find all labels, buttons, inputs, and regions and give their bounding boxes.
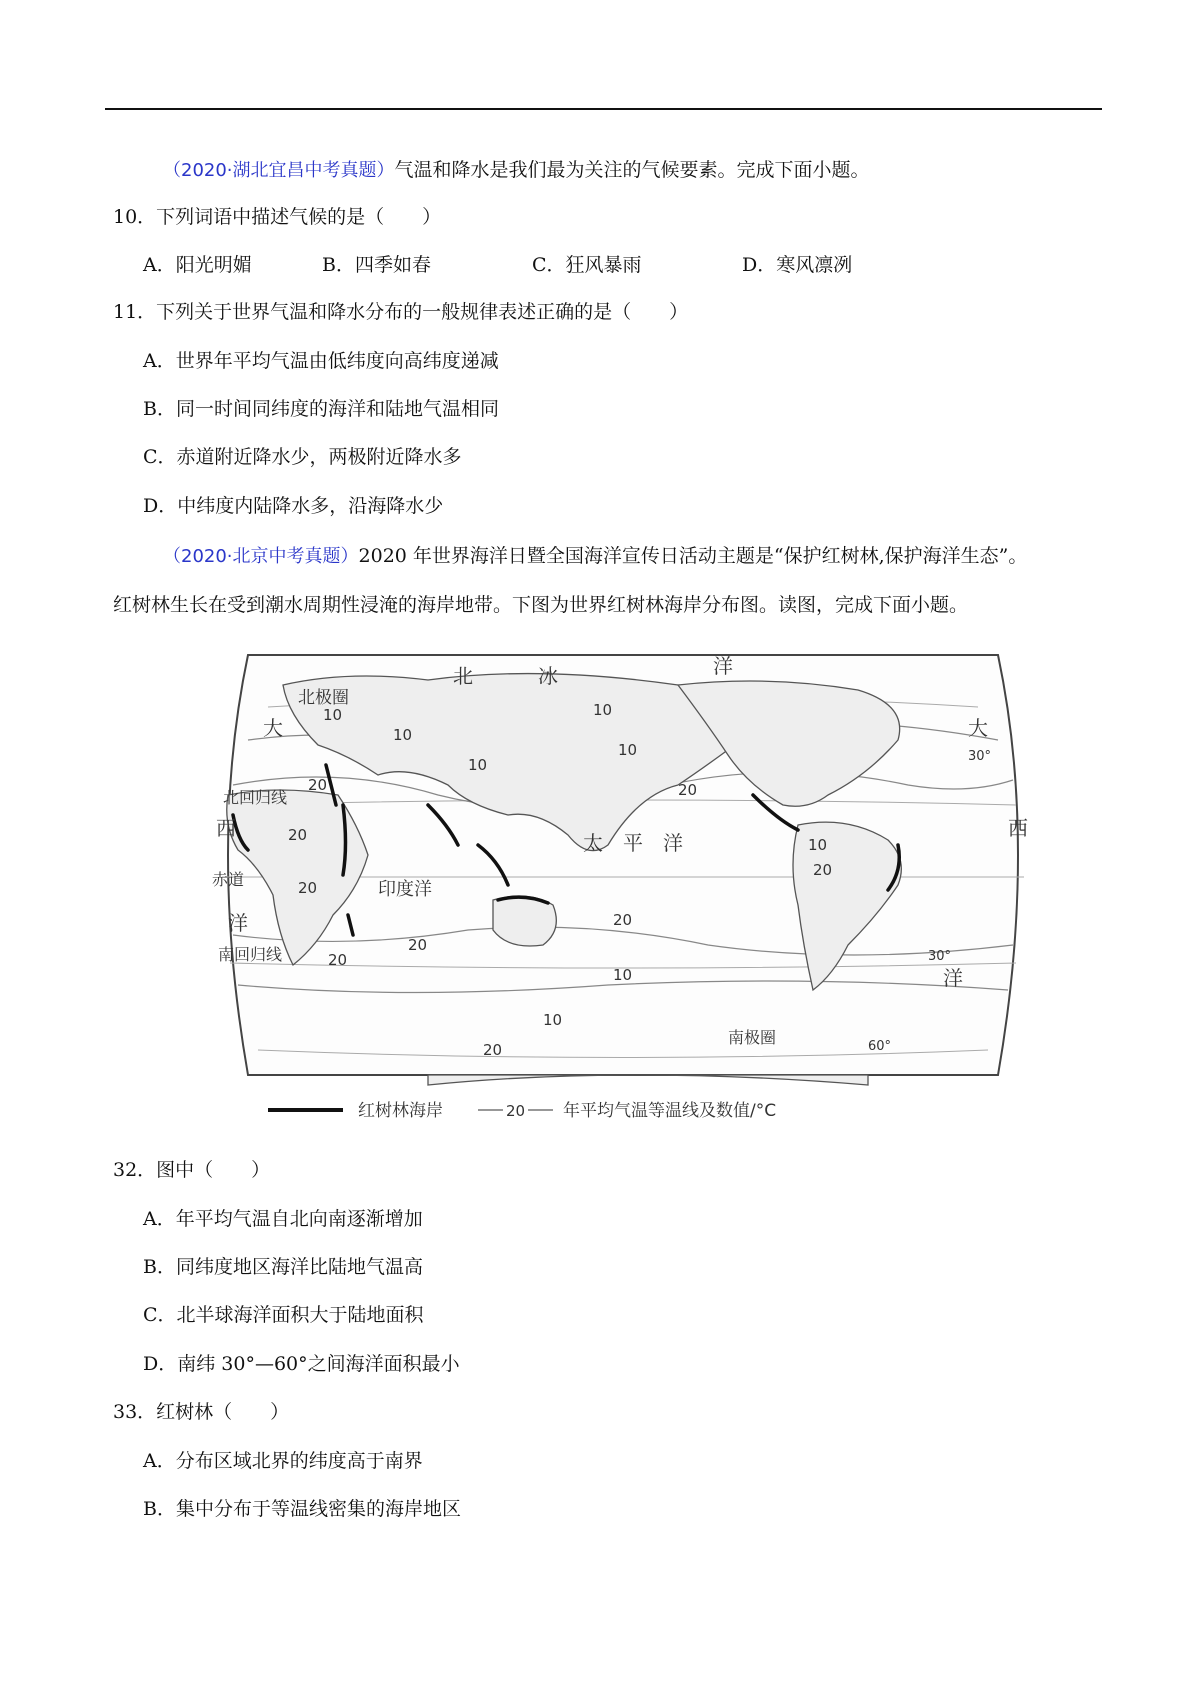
q32-stem: 32．图中（ ） [113, 1159, 271, 1181]
label-west-left: 西 [216, 816, 236, 840]
label-tropic-capricorn: 南回归线 [218, 945, 283, 964]
label-west-right: 西 [1008, 816, 1028, 840]
isotherm-label: 20 [298, 879, 318, 897]
legend-isotherm-sample: 20 [506, 1102, 526, 1120]
isotherm-label: 10 [593, 701, 613, 719]
isotherm-label: 20 [813, 861, 833, 879]
q11-option-b: B．同一时间同纬度的海洋和陆地气温相同 [143, 398, 499, 420]
label-ice: 冰 [538, 664, 558, 688]
label-antarctic-circle: 南极圈 [728, 1028, 777, 1047]
section2-intro-line1 [163, 544, 1027, 569]
label-atlantic-left: 大 [263, 716, 283, 740]
isotherm-label: 10 [393, 726, 413, 744]
q32-option-b: B．同纬度地区海洋比陆地气温高 [143, 1256, 423, 1278]
label-ocean-arctic: 洋 [713, 654, 733, 678]
q10-option-b: B．四季如春 [322, 254, 431, 276]
q32-option-d: D．南纬 30°—60°之间海洋面积最小 [143, 1353, 460, 1375]
label-pacific: 太 平 洋 [583, 831, 683, 855]
label-lat60s: 60° [868, 1039, 892, 1054]
label-arctic-circle: 北极圈 [298, 688, 349, 708]
legend-isotherm: 年平均气温等温线及数值/°C [563, 1101, 777, 1121]
q11-option-c: C．赤道附近降水少，两极附近降水多 [143, 446, 462, 468]
isotherm-label: 10 [468, 756, 488, 774]
isotherm-label: 20 [483, 1041, 503, 1059]
mangrove-world-map [208, 645, 1038, 1125]
q32-option-a: A．年平均气温自北向南逐渐增加 [143, 1208, 423, 1230]
q10-option-a: A．阳光明媚 [143, 254, 252, 276]
q11-stem: 11．下列关于世界气温和降水分布的一般规律表述正确的是（ ） [113, 301, 689, 323]
section2-intro1: 2020 年世界海洋日暨全国海洋宣传日活动主题是“保护红树林,保护海洋生态”。 [358, 545, 1028, 567]
label-north: 北 [453, 664, 473, 688]
q33-option-b: B．集中分布于等温线密集的海岸地区 [143, 1498, 461, 1520]
q10-stem: 10．下列词语中描述气候的是（ ） [113, 206, 442, 228]
legend-mangrove: 红树林海岸 [358, 1101, 443, 1121]
section2-source: （2020·北京中考真题） [163, 546, 359, 567]
label-tropic-cancer: 北回归线 [223, 788, 288, 807]
isotherm-label: 20 [408, 936, 428, 954]
isotherm-label: 20 [678, 781, 698, 799]
section1-intro: 气温和降水是我们最为关注的气候要素。完成下面小题。 [394, 159, 870, 181]
isotherm-label: 20 [613, 911, 633, 929]
isotherm-label: 20 [288, 826, 308, 844]
label-equator: 赤道 [212, 870, 245, 889]
q11-option-a: A．世界年平均气温由低纬度向高纬度递减 [143, 350, 499, 372]
label-ocean-right: 洋 [943, 966, 963, 990]
isotherm-label: 10 [613, 966, 633, 984]
section1-source: （2020·湖北宜昌中考真题） [163, 160, 395, 181]
q10-option-c: C．狂风暴雨 [532, 254, 642, 276]
section2-intro-line2: 红树林生长在受到潮水周期性浸淹的海岸地带。下图为世界红树林海岸分布图。读图，完成下面小题。 [113, 594, 969, 616]
q32-option-c: C．北半球海洋面积大于陆地面积 [143, 1304, 424, 1326]
q10-option-d: D．寒风凛冽 [742, 254, 853, 276]
map-legend [268, 1100, 776, 1121]
q11-option-d: D．中纬度内陆降水多，沿海降水少 [143, 495, 444, 517]
top-rule [105, 108, 1102, 110]
label-ocean-left: 洋 [228, 911, 248, 935]
q33-stem: 33．红树林（ ） [113, 1401, 290, 1423]
isotherm-label: 10 [323, 706, 343, 724]
isotherm-label: 10 [808, 836, 828, 854]
isotherm-label: 10 [543, 1011, 563, 1029]
isotherm-label: 20 [308, 776, 328, 794]
section1-intro-line [163, 158, 870, 183]
isotherm-label: 20 [328, 951, 348, 969]
label-indian: 印度洋 [378, 879, 432, 900]
antarctica [428, 1075, 868, 1085]
label-lat30s: 30° [928, 949, 952, 964]
q33-option-a: A．分布区域北界的纬度高于南界 [143, 1450, 423, 1472]
isotherm-label: 10 [618, 741, 638, 759]
label-lat30n: 30° [968, 749, 992, 764]
label-atlantic-right: 大 [968, 716, 988, 740]
